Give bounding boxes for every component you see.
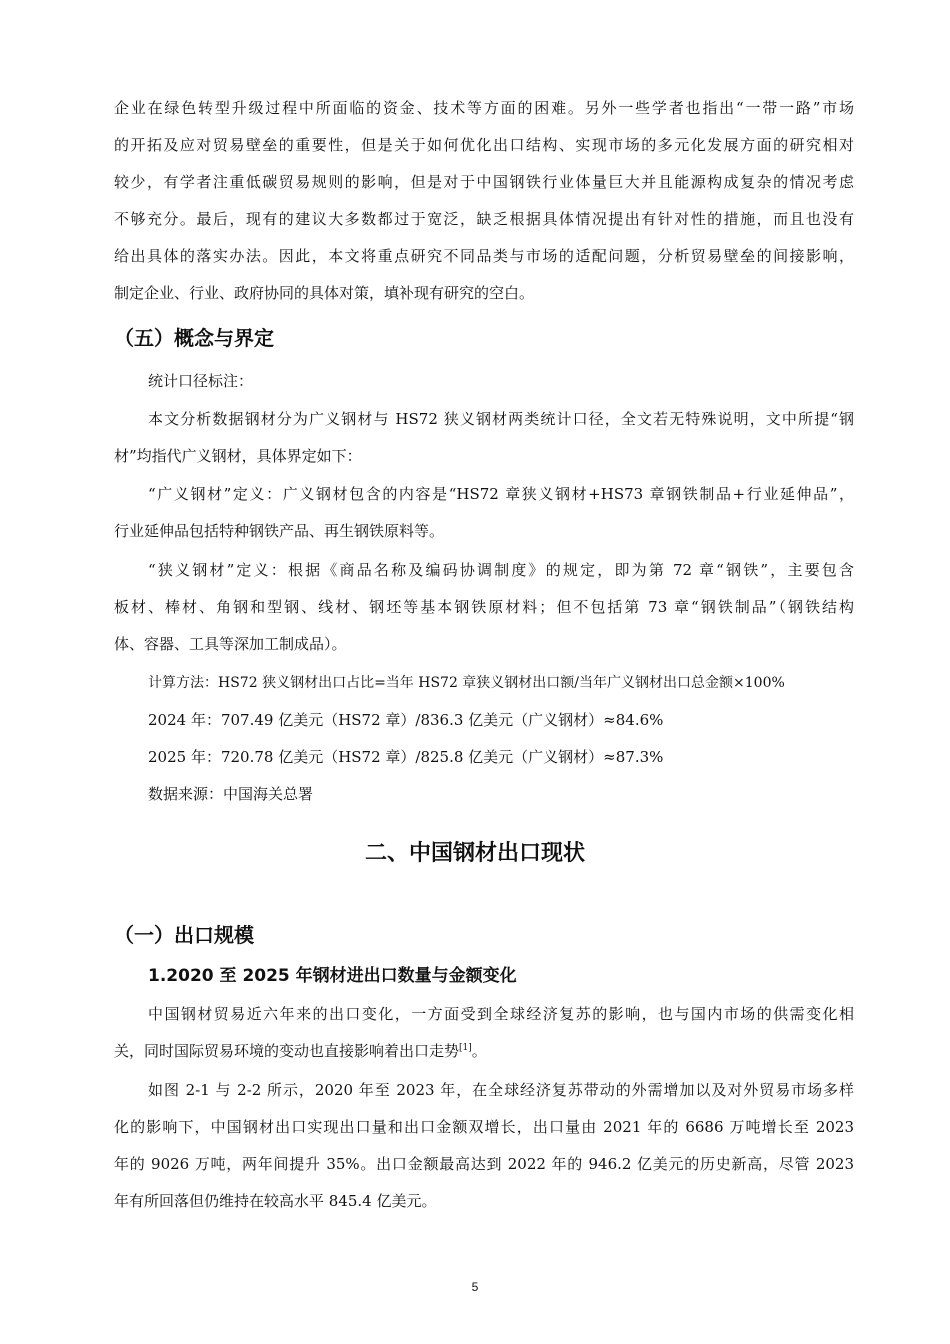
definition-narrow-line: 体、容器、工具等深加工制成品）。 [114, 635, 347, 653]
body-text-line: 年有所回落但仍维持在较高水平 845.4 亿美元。 [114, 1192, 437, 1210]
definition-narrow-line: 板材、棒材、角钢和型钢、线材、钢坯等基本钢铁原材料；但不包括第 73 章“钢铁制品”（钢铁结构 [114, 598, 854, 616]
body-text-line: 年的 9026 万吨，两年间提升 35%。出口金额最高达到 2022 年的 946.2 亿美元的历史新高，尽管 2023 [114, 1155, 854, 1173]
definition-narrow-line: “狭义钢材”定义：根据《商品名称及编码协调制度》的规定，即为第 72 章“钢铁”，主要包含 [148, 561, 854, 579]
body-text-line: 给出具体的落实办法。因此，本文将重点研究不同品类与市场的适配问题，分析贸易壁垒的间接影响， [114, 247, 854, 265]
section-heading: （一）出口规模 [114, 923, 254, 947]
body-text-span: 。 [471, 1042, 487, 1060]
calc-2025: 2025 年：720.78 亿美元（HS72 章）/825.8 亿美元（广义钢材）≈87.3% [148, 748, 664, 766]
stat-label: 统计口径标注： [148, 372, 254, 390]
body-text-line: 较少，有学者注重低碳贸易规则的影响，但是对于中国钢铁行业体量巨大并且能源构成复杂的情况考虑 [114, 173, 854, 191]
calculation-method: 计算方法：HS72 狭义钢材出口占比=当年 HS72 章狭义钢材出口额/当年广义钢材出口总金额×100% [148, 675, 785, 691]
body-text-line: 不够充分。最后，现有的建议大多数都过于宽泛，缺乏根据具体情况提出有针对性的措施，而且也没有 [114, 210, 854, 228]
body-text-line: 的开拓及应对贸易壁垒的重要性，但是关于如何优化出口结构、实现市场的多元化发展方面的研究相对 [114, 136, 854, 154]
body-text-line: 中国钢材贸易近六年来的出口变化，一方面受到全球经济复苏的影响，也与国内市场的供需变化相 [148, 1005, 854, 1023]
body-text-line: 企业在绿色转型升级过程中所面临的资金、技术等方面的困难。另外一些学者也指出“一带一路”市场 [114, 99, 854, 117]
body-text-line: 材”均指代广义钢材，具体界定如下： [114, 447, 362, 465]
body-text-line: 本文分析数据钢材分为广义钢材与 HS72 狭义钢材两类统计口径，全文若无特殊说明，文中所提“钢 [148, 410, 854, 428]
body-text-line [114, 1040, 854, 1062]
definition-broad-line: 行业延伸品包括特种钢铁产品、再生钢铁原料等。 [114, 522, 445, 540]
body-text-line: 如图 2-1 与 2-2 所示，2020 年至 2023 年，在全球经济复苏带动的外需增加以及对外贸易市场多样 [148, 1081, 854, 1099]
page-number: 5 [471, 1280, 479, 1294]
definition-broad-line: “广义钢材”定义：广义钢材包含的内容是“HS72 章狭义钢材+HS73 章钢铁制品+行业延伸品”， [148, 485, 854, 503]
data-source: 数据来源：中国海关总署 [148, 785, 314, 803]
chapter-title: 二、中国钢材出口现状 [364, 841, 585, 866]
body-text-line: 制定企业、行业、政府协同的具体对策，填补现有研究的空白。 [114, 284, 535, 302]
body-text-line: 化的影响下，中国钢材出口实现出口量和出口金额双增长，出口量由 2021 年的 6686 万吨增长至 2023 [114, 1118, 854, 1136]
citation-ref: [1] [459, 1043, 472, 1053]
calc-2024: 2024 年：707.49 亿美元（HS72 章）/836.3 亿美元（广义钢材）≈84.6% [148, 711, 664, 729]
section-heading: （五）概念与界定 [114, 326, 274, 350]
body-text-span: 关，同时国际贸易环境的变动也直接影响着出口走势 [114, 1042, 460, 1060]
subsection-heading: 1.2020 至 2025 年钢材进出口数量与金额变化 [148, 966, 517, 986]
